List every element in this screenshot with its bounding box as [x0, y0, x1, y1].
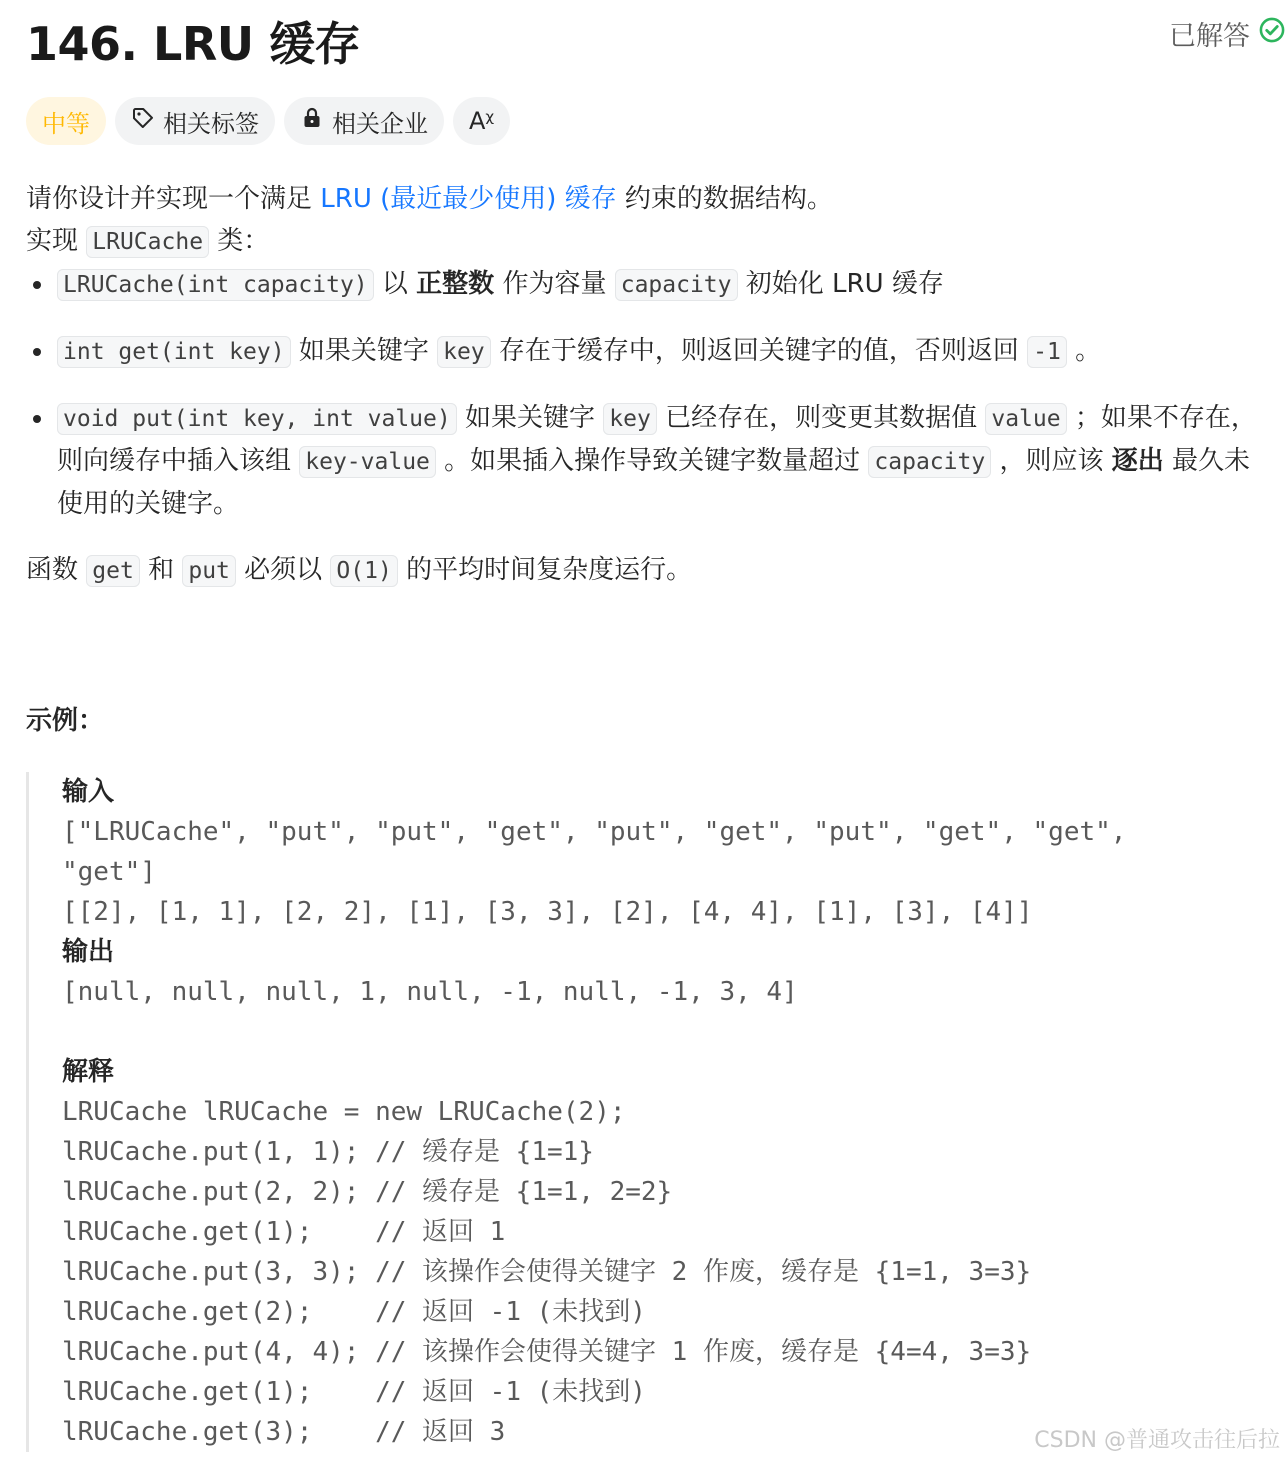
inline-code: LRUCache	[86, 226, 209, 258]
solved-status	[1169, 14, 1286, 53]
explain-label: 解释	[62, 1057, 115, 1087]
explain-line: lRUCache.get(1); // 返回 -1 (未找到)	[62, 1377, 646, 1407]
method-list	[26, 263, 1272, 525]
spacer	[62, 1012, 1246, 1052]
output-line: [null, null, null, 1, null, -1, null, -1, 3, 4]	[62, 977, 798, 1007]
tag-bar	[26, 97, 510, 145]
explain-line: lRUCache.put(4, 4); // 该操作会使得关键字 1 作废，缓存是 {4=4, 3=3}	[62, 1337, 1032, 1367]
difficulty-label: 中等	[42, 109, 90, 138]
explain-line: lRUCache.put(2, 2); // 缓存是 {1=1, 2=2}	[62, 1177, 673, 1207]
intro-paragraph: 请你设计并实现一个满足 LRU (最近最少使用) 缓存 约束的数据结构。	[26, 184, 833, 214]
list-item-constructor: LRUCache(int capacity) 以 正整数 作为容量 capacity 初始化 LRU 缓存	[57, 263, 1272, 306]
title-row	[26, 0, 1272, 72]
explain-line: LRUCache lRUCache = new LRUCache(2);	[62, 1097, 626, 1127]
input-label: 输入	[62, 777, 115, 807]
example-block	[26, 772, 1246, 1452]
output-label: 输出	[62, 937, 115, 967]
difficulty-badge	[26, 97, 106, 145]
lock-icon	[300, 106, 324, 136]
watermark: CSDN @普通攻击往后拉	[1034, 1428, 1280, 1453]
input-line: [[2], [1, 1], [2, 2], [1], [3, 3], [2], [4, 4], [1], [3], [4]]	[62, 897, 1033, 927]
list-item-put: void put(int key, int value) 如果关键字 key 已经存在，则变更其数据值 value ；如果不存在，则向缓存中插入该组 key-value 。如果插入操作导致关键字数量超过 capacity ，则应该 逐出 最久未使用的关键字。	[57, 397, 1272, 525]
solved-label: 已解答	[1169, 21, 1250, 52]
example-title: 示例：	[26, 706, 105, 736]
input-line: "get"]	[62, 857, 156, 887]
check-circle-icon	[1258, 16, 1286, 51]
lru-link[interactable]: LRU (最近最少使用) 缓存	[320, 184, 617, 214]
impl-paragraph: 实现 LRUCache 类：	[26, 226, 270, 256]
translate-icon: Aᵡ	[469, 107, 495, 135]
companies-tag-label: 相关企业	[332, 109, 428, 138]
explain-line: lRUCache.get(1); // 返回 1	[62, 1217, 506, 1247]
topics-tag-button[interactable]	[115, 97, 275, 145]
explain-line: lRUCache.put(1, 1); // 缓存是 {1=1}	[62, 1137, 594, 1167]
list-item-get: int get(int key) 如果关键字 key 存在于缓存中，则返回关键字的值，否则返回 -1 。	[57, 330, 1272, 373]
translate-button[interactable]	[453, 97, 510, 145]
explain-line: lRUCache.get(2); // 返回 -1 (未找到)	[62, 1297, 646, 1327]
input-line: ["LRUCache", "put", "put", "get", "put", "get", "put", "get", "get",	[62, 817, 1127, 847]
problem-description	[26, 178, 1272, 592]
topics-tag-label: 相关标签	[163, 109, 259, 138]
companies-tag-button[interactable]	[284, 97, 444, 145]
explain-line: lRUCache.get(3); // 返回 3	[62, 1417, 506, 1447]
complexity-paragraph: 函数 get 和 put 必须以 O(1) 的平均时间复杂度运行。	[26, 555, 693, 585]
tag-icon	[131, 106, 155, 136]
problem-title[interactable]: 146. LRU 缓存	[26, 17, 361, 71]
explain-line: lRUCache.put(3, 3); // 该操作会使得关键字 2 作废，缓存是 {1=1, 3=3}	[62, 1257, 1032, 1287]
